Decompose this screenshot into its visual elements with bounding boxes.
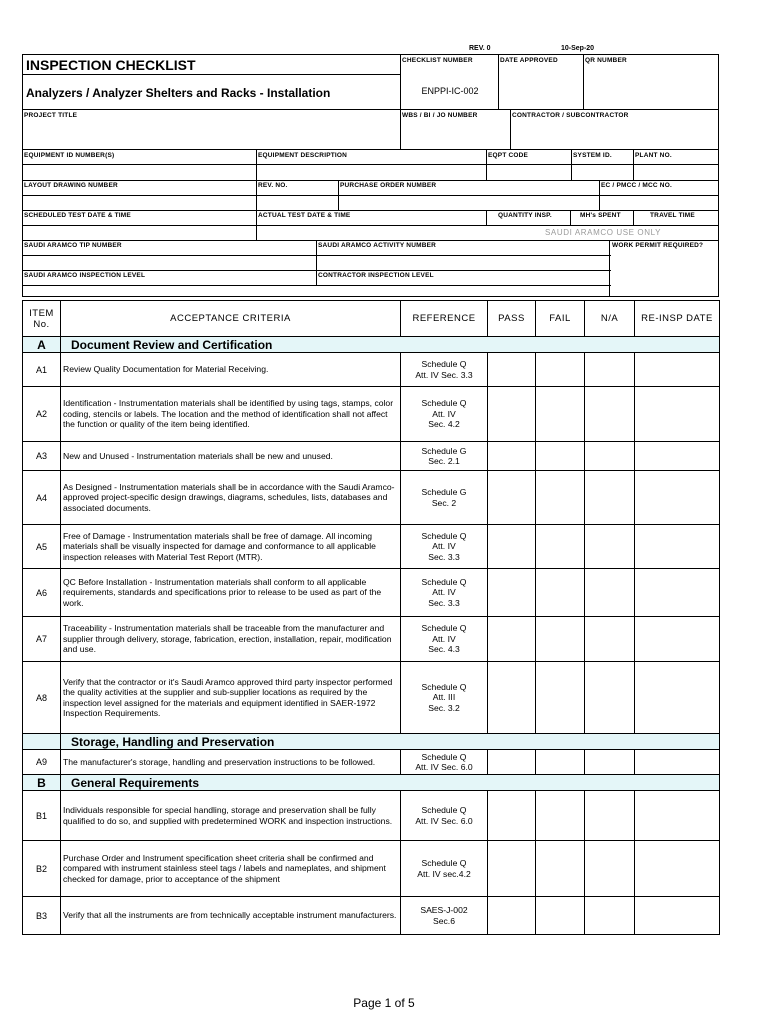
acceptance-criteria-cell: Traceability - Instrumentation materials shall be traceable from the manufacturer and supplier through delivery, storage, fabrication, erection, installation, repair, modification and use.	[61, 617, 401, 662]
page-number: Page 1 of 5	[353, 996, 415, 1010]
fail-cell[interactable]	[536, 569, 585, 617]
section-title: Storage, Handling and Preservation	[61, 734, 720, 750]
quantity-insp-label: QUANTITY INSP.	[498, 212, 552, 219]
acceptance-criteria-cell: Individuals responsible for special handling, storage and preservation shall be fully qualified to do so, and supplied with predetermined WORK and inspection instructions.	[61, 791, 401, 841]
layout-drawing-label: LAYOUT DRAWING NUMBER	[24, 182, 118, 189]
header-na: N/A	[585, 301, 635, 337]
table-row	[23, 662, 720, 734]
wbs-label: WBS / BI / JO NUMBER	[402, 112, 478, 119]
tip-number-label: SAUDI ARAMCO TIP NUMBER	[24, 242, 122, 249]
reference-cell: Schedule Q Att. IV Sec. 6.0	[401, 791, 488, 841]
na-cell[interactable]	[585, 750, 635, 775]
revision-label: REV. 0	[469, 45, 491, 52]
table-row	[23, 353, 720, 387]
header-pass: PASS	[488, 301, 536, 337]
acceptance-criteria-cell: Verify that all the instruments are from technically acceptable instrument manufacturers.	[61, 897, 401, 935]
project-title-label: PROJECT TITLE	[24, 112, 78, 119]
qr-number-label: QR NUMBER	[585, 57, 627, 64]
na-cell[interactable]	[585, 662, 635, 734]
reinsp-date-cell[interactable]	[635, 387, 720, 442]
pass-cell[interactable]	[488, 750, 536, 775]
reference-cell: Schedule Q Att. IV Sec. 3.3	[401, 353, 488, 387]
travel-time-label: TRAVEL TIME	[650, 212, 695, 219]
item-number: B2	[23, 841, 61, 897]
scheduled-test-label: SCHEDULED TEST DATE & TIME	[24, 212, 131, 219]
item-number: A5	[23, 525, 61, 569]
pass-cell[interactable]	[488, 569, 536, 617]
acceptance-criteria-cell: The manufacturer's storage, handling and preservation instructions to be followed.	[61, 750, 401, 775]
na-cell[interactable]	[585, 525, 635, 569]
rev-no-label: REV. NO.	[258, 182, 288, 189]
section-letter: B	[23, 775, 61, 791]
document-subtitle: Analyzers / Analyzer Shelters and Racks - Installation	[26, 86, 331, 100]
fail-cell[interactable]	[536, 442, 585, 471]
reinsp-date-cell[interactable]	[635, 662, 720, 734]
fail-cell[interactable]	[536, 387, 585, 442]
acceptance-criteria-cell: Review Quality Documentation for Material Receiving.	[61, 353, 401, 387]
item-number: B1	[23, 791, 61, 841]
revision-date: 10-Sep-20	[561, 45, 595, 52]
reinsp-date-cell[interactable]	[635, 897, 720, 935]
fail-cell[interactable]	[536, 897, 585, 935]
reinsp-date-cell[interactable]	[635, 750, 720, 775]
contractor-inspection-level-label: CONTRACTOR INSPECTION LEVEL	[318, 272, 434, 279]
table-row	[23, 387, 720, 442]
reinsp-date-cell[interactable]	[635, 442, 720, 471]
reference-cell: Schedule G Sec. 2.1	[401, 442, 488, 471]
reference-cell: Schedule Q Att. III Sec. 3.2	[401, 662, 488, 734]
document-title: INSPECTION CHECKLIST	[26, 57, 196, 73]
fail-cell[interactable]	[536, 617, 585, 662]
reference-cell: Schedule Q Att. IV Sec. 6.0	[401, 750, 488, 775]
reference-cell: Schedule Q Att. IV Sec. 4.3	[401, 617, 488, 662]
aramco-inspection-level-label: SAUDI ARAMCO INSPECTION LEVEL	[24, 272, 146, 279]
na-cell[interactable]	[585, 617, 635, 662]
section-header	[23, 775, 720, 791]
reference-cell: Schedule Q Att. IV Sec. 3.3	[401, 525, 488, 569]
reinsp-date-cell[interactable]	[635, 791, 720, 841]
reference-cell: Schedule Q Att. IV Sec. 4.2	[401, 387, 488, 442]
equipment-description-label: EQUIPMENT DESCRIPTION	[258, 152, 348, 159]
header-item-no: ITEM No.	[23, 301, 61, 337]
checklist-body	[23, 337, 720, 935]
reference-cell: SAES-J-002 Sec.6	[401, 897, 488, 935]
na-cell[interactable]	[585, 471, 635, 525]
item-number: A1	[23, 353, 61, 387]
table-row	[23, 569, 720, 617]
na-cell[interactable]	[585, 442, 635, 471]
pass-cell[interactable]	[488, 471, 536, 525]
acceptance-criteria-cell: Verify that the contractor or it's Saudi Aramco approved third party inspector performed the quality activities at the supplier and sub-supplier locations as required by the inspection level assigned for the materials and equipment identified in SAER-1972 Inspection Requirements.	[61, 662, 401, 734]
system-id-label: SYSTEM ID.	[573, 152, 612, 159]
reinsp-date-cell[interactable]	[635, 617, 720, 662]
reinsp-date-cell[interactable]	[635, 569, 720, 617]
section-title: Document Review and Certification	[61, 337, 720, 353]
acceptance-criteria-cell: Free of Damage - Instrumentation materials shall be free of damage. All incoming materials shall be visually inspected for damage and conformance to all applicable inspection releases with Material Test Report (MTR).	[61, 525, 401, 569]
reference-cell: Schedule Q Att. IV sec.4.2	[401, 841, 488, 897]
activity-number-label: SAUDI ARAMCO ACTIVITY NUMBER	[318, 242, 437, 249]
work-permit-label: WORK PERMIT REQUIRED?	[612, 242, 704, 249]
equipment-id-label: EQUIPMENT ID NUMBER(S)	[24, 152, 115, 159]
aramco-use-only-label: SAUDI ARAMCO USE ONLY	[544, 228, 662, 237]
fail-cell[interactable]	[536, 353, 585, 387]
item-number: A4	[23, 471, 61, 525]
reference-cell: Schedule G Sec. 2	[401, 471, 488, 525]
pass-cell[interactable]	[488, 791, 536, 841]
section-header	[23, 337, 720, 353]
pass-cell[interactable]	[488, 662, 536, 734]
checklist-number-label: CHECKLIST NUMBER	[402, 57, 473, 64]
na-cell[interactable]	[585, 841, 635, 897]
acceptance-criteria-cell: Identification - Instrumentation materials shall be identified by using tags, stamps, color coding, stencils or labels. The location and the method of identification shall not affect the function or quality of the item being identified.	[61, 387, 401, 442]
fail-cell[interactable]	[536, 750, 585, 775]
pass-cell[interactable]	[488, 442, 536, 471]
checklist-number-value: ENPPI-IC-002	[421, 86, 479, 96]
item-number: A6	[23, 569, 61, 617]
reference-cell: Schedule Q Att. IV Sec. 3.3	[401, 569, 488, 617]
pass-cell[interactable]	[488, 841, 536, 897]
na-cell[interactable]	[585, 791, 635, 841]
table-row	[23, 750, 720, 775]
pass-cell[interactable]	[488, 617, 536, 662]
pass-cell[interactable]	[488, 897, 536, 935]
item-number: A8	[23, 662, 61, 734]
reinsp-date-cell[interactable]	[635, 471, 720, 525]
table-row	[23, 471, 720, 525]
fail-cell[interactable]	[536, 471, 585, 525]
plant-no-label: PLANT NO.	[635, 152, 672, 159]
fail-cell[interactable]	[536, 791, 585, 841]
table-row	[23, 841, 720, 897]
reinsp-date-cell[interactable]	[635, 353, 720, 387]
na-cell[interactable]	[585, 353, 635, 387]
table-row	[23, 791, 720, 841]
header-reference: REFERENCE	[401, 301, 488, 337]
table-row	[23, 525, 720, 569]
purchase-order-label: PURCHASE ORDER NUMBER	[340, 182, 437, 189]
pass-cell[interactable]	[488, 525, 536, 569]
actual-test-label: ACTUAL TEST DATE & TIME	[258, 212, 351, 219]
fail-cell[interactable]	[536, 525, 585, 569]
na-cell[interactable]	[585, 569, 635, 617]
ec-pmcc-label: EC / PMCC / MCC NO.	[601, 182, 672, 189]
acceptance-criteria-cell: Purchase Order and Instrument specification sheet criteria shall be confirmed and compared with instrument stainless steel tags / labels and nameplates, and shipment checked for damage, prior to acceptance of the shipment	[61, 841, 401, 897]
item-number: A2	[23, 387, 61, 442]
reinsp-date-cell[interactable]	[635, 525, 720, 569]
header-acceptance-criteria: ACCEPTANCE CRITERIA	[61, 301, 401, 337]
fail-cell[interactable]	[536, 662, 585, 734]
date-approved-label: DATE APPROVED	[500, 57, 558, 64]
section-title: General Requirements	[61, 775, 720, 791]
table-row	[23, 897, 720, 935]
item-number: A3	[23, 442, 61, 471]
fail-cell[interactable]	[536, 841, 585, 897]
mhs-spent-label: MH's SPENT	[580, 212, 621, 219]
section-letter	[23, 734, 61, 750]
item-number: A9	[23, 750, 61, 775]
pass-cell[interactable]	[488, 387, 536, 442]
section-letter: A	[23, 337, 61, 353]
reinsp-date-cell[interactable]	[635, 841, 720, 897]
acceptance-criteria-cell: New and Unused - Instrumentation materials shall be new and unused.	[61, 442, 401, 471]
item-number: A7	[23, 617, 61, 662]
section-header	[23, 734, 720, 750]
na-cell[interactable]	[585, 387, 635, 442]
item-number: B3	[23, 897, 61, 935]
header-fail: FAIL	[536, 301, 585, 337]
table-row	[23, 617, 720, 662]
contractor-label: CONTRACTOR / SUBCONTRACTOR	[512, 112, 629, 119]
header-reinsp-date: RE-INSP DATE	[635, 301, 720, 337]
checklist-table	[22, 300, 720, 935]
acceptance-criteria-cell: QC Before Installation - Instrumentation materials shall conform to all applicable requirements, standards and specifications prior to release to be used as part of the work.	[61, 569, 401, 617]
pass-cell[interactable]	[488, 353, 536, 387]
acceptance-criteria-cell: As Designed - Instrumentation materials shall be in accordance with the Saudi Aramco-approved project-specific design drawings, diagrams, schedules, lists, databases and associated documents.	[61, 471, 401, 525]
table-row	[23, 442, 720, 471]
na-cell[interactable]	[585, 897, 635, 935]
eqpt-code-label: EQPT CODE	[488, 152, 529, 159]
